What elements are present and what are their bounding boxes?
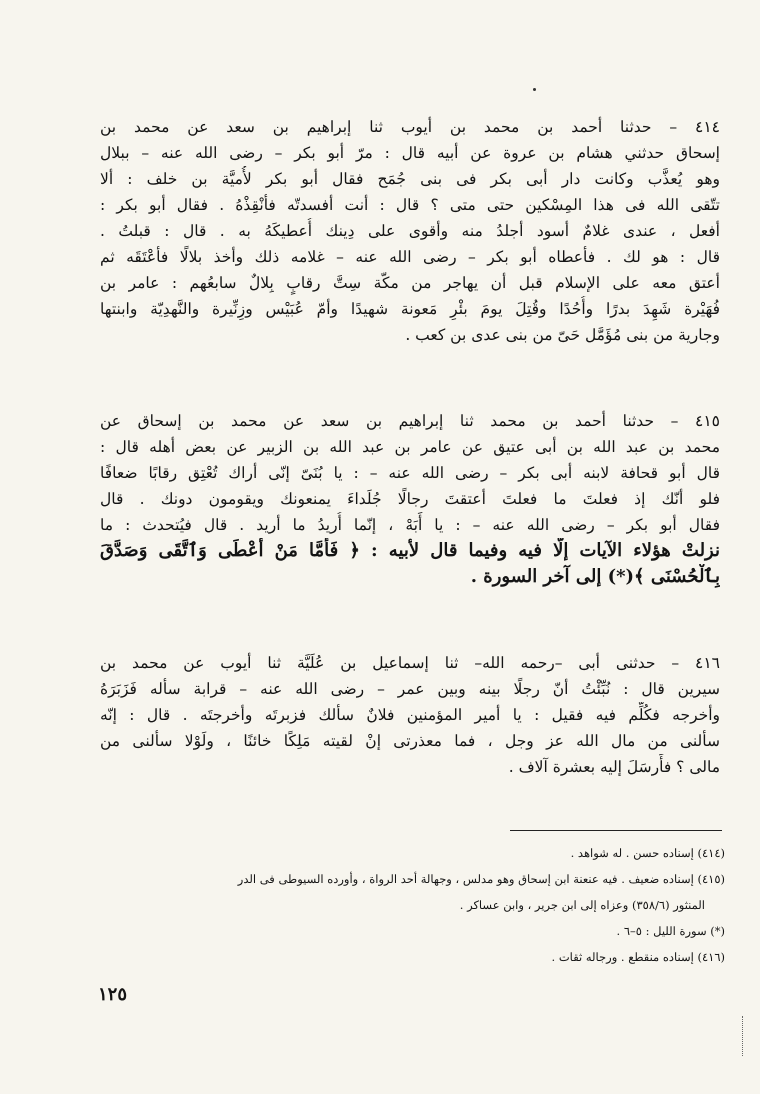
quran-verse-line: نزلتْ هؤلاء الآيات إلّا فيه وفيما قال لأبيه : ﴿ فَأَمَّا مَنْ أَعْطَى وَٱتَّقَى وَصَدَّقَ xyxy=(100,540,720,561)
footnote-415: (٤١٥) إسناده ضعيف . فيه عنعنة ابن إسحاق وهو مدلس ، وجهالة أحد الرواة ، وأورده السيوطى فى الدر xyxy=(237,872,725,886)
footnote-verse: (*) سورة الليل : ٥–٦ . xyxy=(616,924,725,938)
text-line: محمد بن عبد الله بن أبى عتيق عن عامر بن عبد الله بن الزبير عن بعض أهله قال : xyxy=(100,438,720,456)
ink-dot xyxy=(533,88,536,91)
text-line: وهو يُعذَّب وكانت دار أبى بكر فى بنى جُمَح فقال أبو بكر لأُميَّة بن خلف : ألا xyxy=(100,170,720,188)
text-line: أعتق معه على الإسلام قبل أن يهاجر من مكّة سِتَّ رقابٍ بِلالٌ سابعُهم : عامر بن xyxy=(100,274,720,292)
page-number: ١٢٥ xyxy=(98,984,128,1005)
text-line: سألنى من مال الله عز وجل ، فما معذرتى إنْ لقيته مَلِكًا خائنًا ، ولَوْلا سألنى من xyxy=(100,732,720,750)
text-line: ٤١٥ – حدثنا أحمد بن محمد ثنا إبراهيم بن سعد عن محمد بن إسحاق عن xyxy=(100,412,720,430)
footnote-415-cont: المنثور (٣٥٨/٦) وعزاه إلى ابن جرير ، وابن عساكر . xyxy=(459,898,705,912)
text-line: مالى ؟ فأَرسَلَ إليه بعشرة آلاف . xyxy=(508,758,720,776)
footnote-414: (٤١٤) إسناده حسن . له شواهد . xyxy=(570,846,725,860)
text-line: سيرين قال : نُبِّئْتُ أنّ رجلًا بينه وبين عمر – رضى الله عنه – قرابة سأله فَزَبَرَهُ xyxy=(100,680,720,698)
text-line: ٤١٤ – حدثنا أحمد بن محمد بن أيوب ثنا إبراهيم بن سعد عن محمد بن xyxy=(100,118,720,136)
hadith-414-text xyxy=(100,114,720,348)
footnote-divider xyxy=(510,830,722,831)
text-line: قال أبو قحافة لابنه أبى بكر – رضى الله عنه – : يا بُنَىّ إنّى أراك تُعْتِق رقابًا ضعافًا xyxy=(100,464,720,482)
text-line: فقال أبو بكر – رضى الله عنه – : يا أَبَهْ ، إنّما أُريدُ ما أريد . قال فيُتحدث : ما xyxy=(100,516,720,534)
text-line: فُهَيْرة شَهِدَ بدرًا وأُحُدًا وقُتِلَ يومَ بئْرِ مَعونة شهيدًا وأمّ عُبَيْس وزِنِّيرة والنَّهدِيّة وابنتها xyxy=(100,300,720,318)
text-line: وجارية من بنى مُؤَمَّل حَىّ من بنى عدى بن كعب . xyxy=(405,326,720,344)
text-line: تتّقى الله فى هذا المِسْكين حتى متى ؟ قال : أنت أفسدتّه فأنْقِذْهُ . فقال أبو بكر : xyxy=(100,196,720,214)
hadith-416-text xyxy=(100,650,720,780)
scan-specks xyxy=(742,1016,745,1056)
hadith-415-text xyxy=(100,408,720,590)
text-line: فلو أنّك إذ فعلتَ ما فعلتَ أعتقتَ رجالًا جُلَداءَ يمنعونك ويقومون دونك . قال xyxy=(100,490,720,508)
footnotes xyxy=(100,840,725,970)
text-line: قال : هو لك . فأعطاه أبو بكر – رضى الله عنه – غلامه ذلك وأخذ بلالًا فأعْتَقَه ثم xyxy=(100,248,720,266)
text-line: إسحاق حدثني هشام بن عروة عن أبيه قال : مرّ أبو بكر – رضى الله عنه – ببلال xyxy=(100,144,720,162)
text-line: أفعل ، عندى غلامٌ أسود أجلدُ منه وأقوى على دِينك أُعطيكَهُ به . قال : قبلتُ . xyxy=(100,222,720,240)
text-line: ٤١٦ – حدثنى أبى –رحمه الله– ثنا إسماعيل بن عُلَيَّة ثنا أيوب عن محمد بن xyxy=(100,654,720,672)
quran-verse-line: بِٱلْحُسْنَى ﴾(*) إلى آخر السورة . xyxy=(470,566,720,587)
text-line: وأخرجه فكُلِّم فيه فقيل : يا أمير المؤمنين فلانٌ سألك فزبرتَه وأخرجتَه . قال : إنّه xyxy=(100,706,720,724)
footnote-416: (٤١٦) إسناده منقطع . ورجاله ثقات . xyxy=(551,950,725,964)
